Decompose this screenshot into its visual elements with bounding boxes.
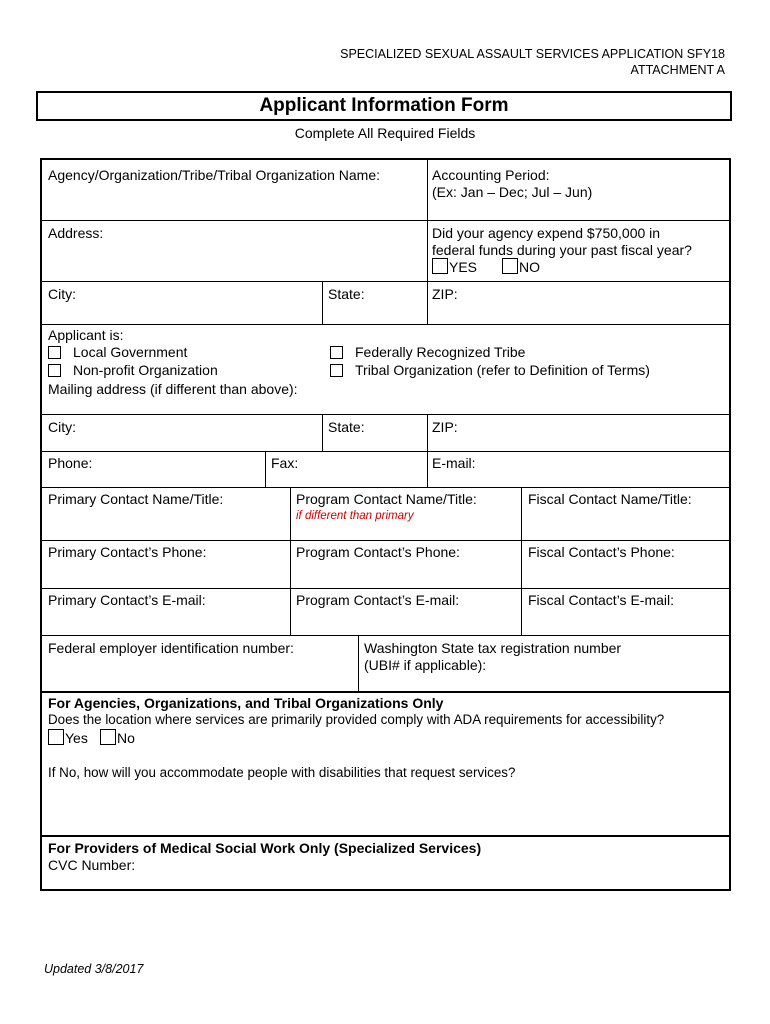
ada-question: Does the location where services are primarily provided comply with ADA requirements for accessibility? xyxy=(48,712,665,727)
nonprofit-option[interactable] xyxy=(48,361,218,379)
local-government-checkbox[interactable] xyxy=(48,346,61,359)
accounting-period-example: (Ex: Jan – Dec; Jul – Jun) xyxy=(432,184,593,200)
nonprofit-checkbox[interactable] xyxy=(48,364,61,377)
expend-question-line-1: Did your agency expend $750,000 in xyxy=(432,225,661,241)
ada-no-checkbox[interactable] xyxy=(100,729,116,745)
local-government-option[interactable] xyxy=(48,343,187,361)
tribe-checkbox[interactable] xyxy=(330,346,343,359)
row-divider xyxy=(42,540,729,541)
city-label-2: City: xyxy=(48,419,76,435)
column-divider xyxy=(322,414,323,451)
header-line-1: SPECIALIZED SEXUAL ASSAULT SERVICES APPLICATION SFY18 xyxy=(340,47,725,61)
cvc-number-label: CVC Number: xyxy=(48,857,136,873)
primary-email-label: Primary Contact’s E-mail: xyxy=(48,592,206,608)
fiscal-contact-label: Fiscal Contact Name/Title: xyxy=(528,491,692,507)
row-divider xyxy=(42,487,729,488)
fiscal-phone-label: Fiscal Contact’s Phone: xyxy=(528,544,675,560)
ada-yes-checkbox[interactable] xyxy=(48,729,64,745)
applicant-is-label: Applicant is: xyxy=(48,327,124,343)
fiscal-email-label: Fiscal Contact’s E-mail: xyxy=(528,592,675,608)
form-title: Applicant Information Form xyxy=(36,91,732,121)
zip-label-2: ZIP: xyxy=(432,419,458,435)
zip-label: ZIP: xyxy=(432,286,458,302)
column-divider xyxy=(322,281,323,324)
email-label: E-mail: xyxy=(432,455,476,471)
no-checkbox[interactable] xyxy=(502,258,518,274)
column-divider xyxy=(427,160,428,324)
row-divider xyxy=(42,281,729,282)
tribal-org-option[interactable] xyxy=(330,361,650,379)
form-subtitle: Complete All Required Fields xyxy=(294,125,476,141)
city-label: City: xyxy=(48,286,76,302)
ada-no-option[interactable] xyxy=(100,729,135,747)
expend-no-option[interactable] xyxy=(502,258,540,276)
fein-label: Federal employer identification number: xyxy=(48,640,294,656)
accounting-period-label: Accounting Period: xyxy=(432,167,550,183)
row-divider xyxy=(42,220,729,221)
applicant-form xyxy=(40,158,731,891)
header-line-2: ATTACHMENT A xyxy=(630,63,725,77)
ubi-label: (UBI# if applicable): xyxy=(364,657,487,673)
column-divider xyxy=(427,414,428,487)
program-email-label: Program Contact’s E-mail: xyxy=(296,592,460,608)
program-phone-label: Program Contact’s Phone: xyxy=(296,544,460,560)
yes-checkbox[interactable] xyxy=(432,258,448,274)
no-label: NO xyxy=(519,259,540,275)
ada-yes-option[interactable] xyxy=(48,729,88,747)
row-divider xyxy=(42,691,729,693)
column-divider xyxy=(521,487,522,635)
row-divider xyxy=(42,451,729,452)
ada-no-label: No xyxy=(117,730,135,746)
tribal-org-label: Tribal Organization (refer to Definition of Terms) xyxy=(355,362,650,378)
primary-contact-label: Primary Contact Name/Title: xyxy=(48,491,224,507)
nonprofit-label: Non-profit Organization xyxy=(73,362,218,378)
row-divider xyxy=(42,414,729,415)
ada-yes-label: Yes xyxy=(65,730,88,746)
fax-label: Fax: xyxy=(271,455,299,471)
updated-date: Updated 3/8/2017 xyxy=(44,962,144,976)
local-government-label: Local Government xyxy=(73,344,188,360)
wa-tax-label: Washington State tax registration number xyxy=(364,640,622,656)
row-divider xyxy=(42,324,729,325)
row-divider xyxy=(42,588,729,589)
tribe-option[interactable] xyxy=(330,343,525,361)
phone-label: Phone: xyxy=(48,455,93,471)
row-divider xyxy=(42,635,729,636)
state-label-2: State: xyxy=(328,419,365,435)
tribal-org-checkbox[interactable] xyxy=(330,364,343,377)
agency-name-label: Agency/Organization/Tribe/Tribal Organization Name: xyxy=(48,167,381,183)
column-divider xyxy=(265,451,266,487)
column-divider xyxy=(290,487,291,635)
mailing-address-label: Mailing address (if different than above): xyxy=(48,381,298,397)
state-label: State: xyxy=(328,286,365,302)
program-contact-label: Program Contact Name/Title: xyxy=(296,491,477,507)
tribe-label: Federally Recognized Tribe xyxy=(355,344,526,360)
address-label: Address: xyxy=(48,225,104,241)
expend-question-line-2: federal funds during your past fiscal year? xyxy=(432,242,692,258)
column-divider xyxy=(358,635,359,691)
yes-label: YES xyxy=(449,259,478,275)
primary-phone-label: Primary Contact’s Phone: xyxy=(48,544,207,560)
ada-followup: If No, how will you accommodate people with disabilities that request services? xyxy=(48,765,516,780)
row-divider xyxy=(42,835,729,837)
program-contact-note: if different than primary xyxy=(296,510,414,522)
expend-yes-option[interactable] xyxy=(432,258,477,276)
ada-heading: For Agencies, Organizations, and Tribal Organizations Only xyxy=(48,695,444,711)
medical-heading: For Providers of Medical Social Work Only (Specialized Services) xyxy=(48,840,482,856)
